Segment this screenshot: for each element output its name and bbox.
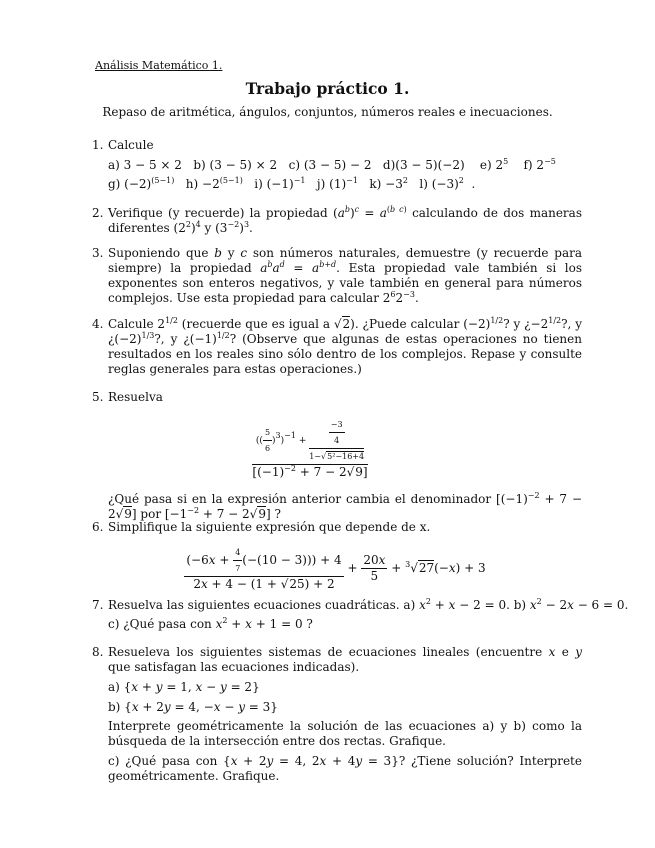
exercise-number: 8. (92, 645, 104, 659)
formula-6: (−6x + $\frac{4}{7}$ (−(10 − 3))) + 4 2x + 4 − (1 + √25) + 2 + $\frac{20x}{5}$ + $^3$√27(−x) + 3 (108, 545, 582, 592)
exercise-intro: Simplifique la siguiente expresión que depende de x. (108, 520, 431, 534)
exercise-number: 7. (92, 598, 104, 612)
exercise-number: 3. (92, 246, 104, 260)
exercise-7 (92, 597, 629, 634)
exercise-4 (92, 317, 582, 379)
exercise-intro: Calcule (108, 138, 154, 152)
exercise-5 (92, 390, 583, 521)
exercise-3 (92, 246, 582, 308)
header-course: Análisis Matemático 1. (95, 59, 223, 72)
exercise-6 (92, 520, 582, 590)
exercise-number: 5. (92, 390, 104, 404)
exercise-interpret: Interprete geométricamente la solución de las ecuaciones a) y b) como la búsqueda de la intersección entre dos rectas. Grafique. (108, 719, 582, 748)
page-title: Trabajo práctico 1. (245, 79, 410, 98)
exercise-text: c) ¿Qué pasa con {x + 2y = 4, 2x + 4y = 3}? ¿Tiene solución? Interprete geométricamente. Grafique. (108, 754, 582, 783)
exercise-number: 6. (92, 520, 104, 534)
exercise-number: 2. (92, 206, 104, 220)
exercise-text: b) {x + 2y = 4, −x − y = 3} (108, 700, 278, 714)
exercise-number: 4. (92, 317, 104, 331)
exercise-1 (92, 138, 582, 193)
exercise-text: Resueleva los siguientes sistemas de ecuaciones lineales (encuentre x e y que satisfagan las ecuaciones indicadas). (108, 645, 582, 674)
exercise-text: Suponiendo que b y c son números naturales, demuestre (y recuerde para siempre) la propiedad $a^ba^d = a^{b+d}$. Esta propiedad vale también si los exponentes son enteros negativos, y vale también en general para números complejos. Use esta propiedad para calcular $2^62^{-3}$. (108, 246, 582, 305)
exercise-intro: Resuelva (108, 390, 163, 404)
exercise-row: a) 3 − 5 × 2 b) (3 − 5) × 2 c) (3 − 5) − 2 d)(3 − 5)(−2) e) $2^5$ f) $2^{-5}$ (108, 157, 556, 172)
exercise-text: Verifique (y recuerde) la propiedad $(a^b)^c = a^{(b c)}$ calculando de dos maneras diferentes $(2^2)^4$ y $(3^{-2})^3$. (108, 205, 582, 235)
exercise-text: a) {x + y = 1, x − y = 2} (108, 680, 260, 694)
exercise-number: 1. (92, 138, 104, 152)
exercise-row: g) $(-2)^{(5-1)}$ $h) -2^{(5-1)}$ i) $(-1)^{-1}$ j) $(1)^{-1}$ $k) -3^2$ l) $(-3)^2$ . (108, 176, 476, 191)
exercise-question: ¿Qué pasa si en la expresión anterior cambia el denominador $[(-1)^{-2} + 7 - 2√9]$ por $[-1^{-2} + 7 - 2√9]$ ? (108, 491, 583, 521)
exercise-2 (92, 206, 582, 238)
exercise-8 (92, 645, 582, 795)
exercise-text: Resuelva las siguientes ecuaciones cuadráticas. a) $x^2 + x - 2 = 0$. b) $x^2 - 2x - 6 = 0$. (108, 597, 629, 612)
exercise-text: c) ¿Qué pasa con $x^2 + x + 1 = 0$ ? (108, 616, 313, 631)
formula-5: (( $\frac{5}{6}$ )$^3$)$^{-1}$ + $\frac{\frac{-3}{4}}{\text{1−√5²−16+4}}$ $[(-1)^{-2} + 7 - 2√9]$ (108, 417, 582, 480)
page-subtitle: Repaso de aritmética, ángulos, conjuntos, números reales e inecuaciones. (102, 105, 553, 119)
exercise-text: Calcule $2^{1/2}$ (recuerde que es igual a √2). ¿Puede calcular $(-2)^{1/2}$? y ¿$-2^{1/2}$?, y ¿$(-2)^{1/3}$?, y ¿$(-1)^{1/2}$? (Observe que algunas de estas operaciones no tienen resultados en los reales sino sólo dentro de los complejos. Repase y consulte reglas generales para estas operaciones.) (108, 316, 583, 376)
